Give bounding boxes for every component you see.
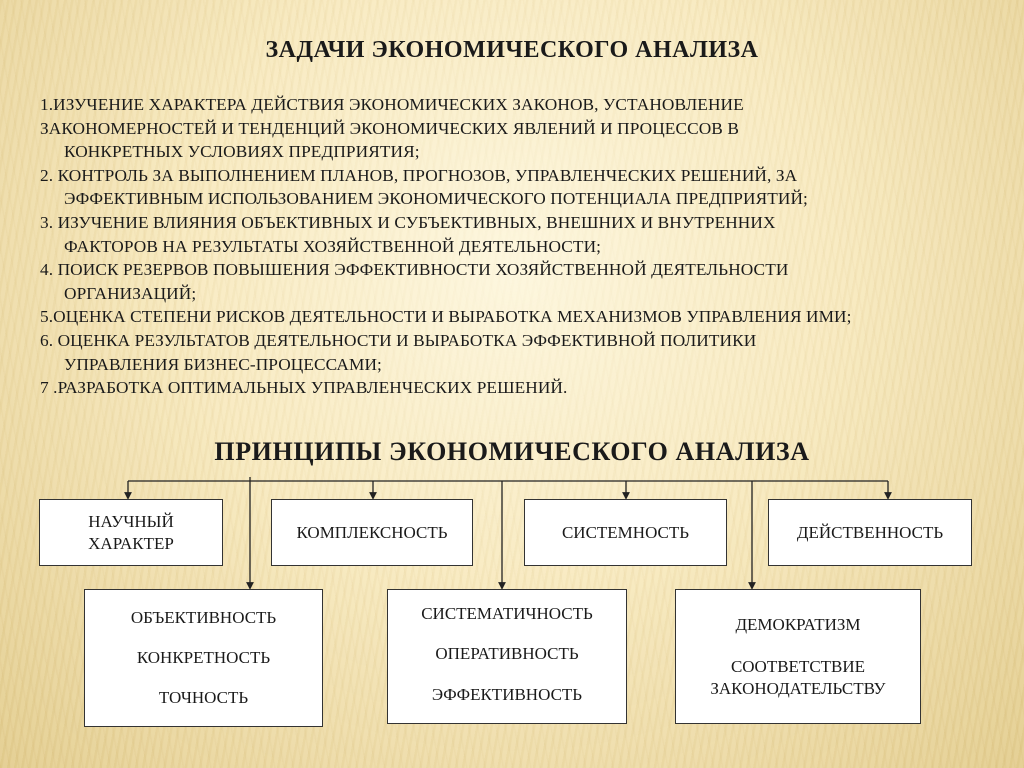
box-bottom-middle [387, 589, 627, 724]
task-line: 1.ИЗУЧЕНИЕ ХАРАКТЕРА ДЕЙСТВИЯ ЭКОНОМИЧЕСКИХ ЗАКОНОВ, УСТАНОВЛЕНИЕ [40, 95, 744, 114]
principle-item: СИСТЕМАТИЧНОСТЬ [421, 604, 593, 624]
box-scientific-line2: ХАРАКТЕР [88, 533, 174, 553]
box-scientific-line1: НАУЧНЫЙ [88, 511, 174, 531]
principles-title: ПРИНЦИПЫ ЭКОНОМИЧЕСКОГО АНАЛИЗА [214, 437, 810, 466]
task-line: ОРГАНИЗАЦИЙ; [64, 283, 197, 303]
principle-item: КОНКРЕТНОСТЬ [136, 648, 271, 667]
task-line: КОНКРЕТНЫХ УСЛОВИЯХ ПРЕДПРИЯТИЯ; [64, 142, 420, 162]
tasks-title: ЗАДАЧИ ЭКОНОМИЧЕСКОГО АНАЛИЗА [265, 37, 759, 63]
principle-item: СООТВЕТСТВИЕ [730, 656, 866, 676]
principle-item: ОПЕРАТИВНОСТЬ [435, 644, 579, 664]
box-bottom-right [675, 589, 921, 724]
box-scientific [39, 499, 223, 566]
task-line: 5.ОЦЕНКА СТЕПЕНИ РИСКОВ ДЕЯТЕЛЬНОСТИ И ВЫРАБОТКА МЕХАНИЗМОВ УПРАВЛЕНИЯ ИМИ; [40, 307, 852, 327]
principle-item: ЭФФЕКТИВНОСТЬ [431, 684, 583, 704]
task-line: ЭФФЕКТИВНЫМ ИСПОЛЬЗОВАНИЕМ ЭКОНОМИЧЕСКОГО ПОТЕНЦИАЛА ПРЕДПРИЯТИЙ; [64, 189, 808, 209]
task-line: 4. ПОИСК РЕЗЕРВОВ ПОВЫШЕНИЯ ЭФФЕКТИВНОСТИ ХОЗЯЙСТВЕННОЙ ДЕЯТЕЛЬНОСТИ [40, 260, 789, 280]
box-systemic-label: СИСТЕМНОСТЬ [561, 522, 690, 542]
task-line: 3. ИЗУЧЕНИЕ ВЛИЯНИЯ ОБЪЕКТИВНЫХ И СУБЪЕКТИВНЫХ, ВНЕШНИХ И ВНУТРЕННИХ [40, 212, 776, 232]
box-complexity [271, 499, 473, 566]
box-effectiveness [768, 499, 972, 566]
task-line: ЗАКОНОМЕРНОСТЕЙ И ТЕНДЕНЦИЙ ЭКОНОМИЧЕСКИХ ЯВЛЕНИЙ И ПРОЦЕССОВ В [40, 118, 739, 138]
box-bottom-left [84, 589, 323, 727]
task-line: 2. КОНТРОЛЬ ЗА ВЫПОЛНЕНИЕМ ПЛАНОВ, ПРОГНОЗОВ, УПРАВЛЕНЧЕСКИХ РЕШЕНИЙ, ЗА [40, 165, 798, 185]
principle-item: ТОЧНОСТЬ [158, 688, 249, 707]
task-line: 6. ОЦЕНКА РЕЗУЛЬТАТОВ ДЕЯТЕЛЬНОСТИ И ВЫРАБОТКА ЭФФЕКТИВНОЙ ПОЛИТИКИ [40, 330, 757, 350]
principle-item: ДЕМОКРАТИЗМ [735, 614, 861, 634]
box-effectiveness-label: ДЕЙСТВЕННОСТЬ [796, 522, 944, 542]
task-line: ФАКТОРОВ НА РЕЗУЛЬТАТЫ ХОЗЯЙСТВЕННОЙ ДЕЯТЕЛЬНОСТИ; [64, 236, 602, 256]
principle-item: ОБЪЕКТИВНОСТЬ [130, 608, 277, 627]
box-complexity-label: КОМПЛЕКСНОСТЬ [296, 522, 448, 542]
task-line: 7 .РАЗРАБОТКА ОПТИМАЛЬНЫХ УПРАВЛЕНЧЕСКИХ РЕШЕНИЙ. [40, 378, 568, 398]
box-systemic [524, 499, 727, 566]
principle-item: ЗАКОНОДАТЕЛЬСТВУ [710, 678, 886, 698]
task-line: УПРАВЛЕНИЯ БИЗНЕС-ПРОЦЕССАМИ; [64, 354, 382, 374]
